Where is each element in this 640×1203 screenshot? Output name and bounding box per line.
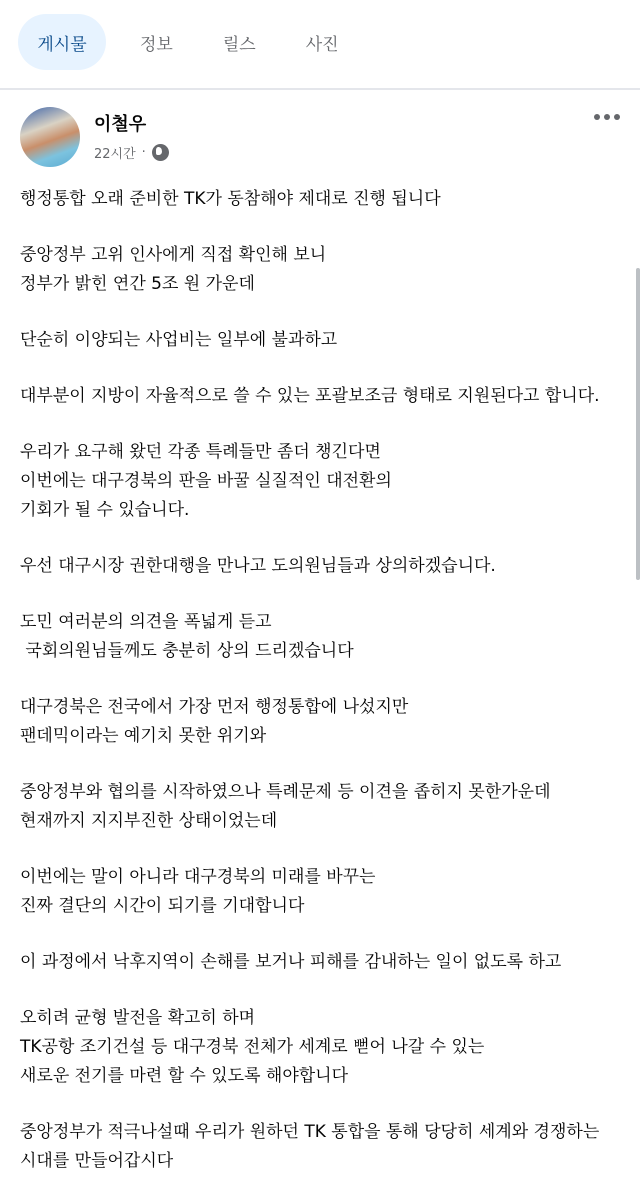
avatar[interactable]: [20, 107, 80, 167]
tab-about[interactable]: 정보: [140, 34, 173, 55]
dot-icon: [594, 114, 600, 120]
post-paragraph: 오히려 균형 발전을 확고히 하며 TK공항 조기건설 등 대구경북 전체가 세계로 뻗어 나갈 수 있는 새로운 전기를 마련 할 수 있도록 해야합니다: [20, 1008, 485, 1086]
post-paragraph: 행정통합 오래 준비한 TK가 동참해야 제대로 진행 됩니다: [20, 189, 441, 209]
post-body: [20, 185, 630, 1203]
dot-icon: [604, 114, 610, 120]
post-paragraph: 중앙정부 고위 인사에게 직접 확인해 보니 정부가 밝힌 연간 5조 원 가운데: [20, 245, 327, 294]
tab-posts[interactable]: 게시물: [18, 14, 106, 70]
scrollbar[interactable]: [636, 268, 640, 580]
dot-icon: [614, 114, 620, 120]
post-paragraph: 이 과정에서 낙후지역이 손해를 보거나 피해를 감내하는 일이 없도록 하고: [20, 952, 562, 972]
profile-tabs: [18, 14, 373, 70]
post-paragraph: 도민 여러분의 의견을 폭넓게 듣고 국회의원님들께도 충분히 상의 드리겠습니다: [20, 612, 354, 661]
post-author[interactable]: 이철우: [94, 114, 147, 135]
more-options-button[interactable]: [594, 114, 620, 120]
tab-photos[interactable]: 사진: [305, 34, 339, 55]
post-paragraph: 중앙정부가 적극나설때 우리가 원하던 TK 통합을 통해 당당히 세계와 경쟁하는 시대를 만들어갑시다: [20, 1122, 600, 1171]
globe-icon: [152, 144, 169, 161]
post-paragraph: 단순히 이양되는 사업비는 일부에 불과하고: [20, 330, 338, 350]
post-time[interactable]: 22시간: [94, 147, 136, 162]
divider: [0, 88, 640, 90]
tab-reels[interactable]: 릴스: [222, 34, 256, 55]
post-paragraph: 우리가 요구해 왔던 각종 특례들만 좀더 챙긴다면 이번에는 대구경북의 판을 바꿀 실질적인 대전환의 기회가 될 수 있습니다.: [20, 442, 392, 520]
separator: ·: [141, 145, 146, 160]
post-paragraph: 대부분이 지방이 자율적으로 쓸 수 있는 포괄보조금 형태로 지원된다고 합니다.: [20, 386, 600, 406]
post-paragraph: 대구경북은 전국에서 가장 먼저 행정통합에 나섰지만 팬데믹이라는 예기치 못한 위기와: [20, 697, 409, 746]
post-paragraph: 우선 대구시장 권한대행을 만나고 도의원님들과 상의하겠습니다.: [20, 556, 496, 576]
post-paragraph: 이번에는 말이 아니라 대구경북의 미래를 바꾸는 진짜 결단의 시간이 되기를 기대합니다: [20, 867, 376, 916]
post-paragraph: 중앙정부와 협의를 시작하였으나 특례문제 등 이견을 좁히지 못한가운데 현재까지 지지부진한 상태이었는데: [20, 782, 551, 831]
post-meta: [94, 143, 169, 162]
